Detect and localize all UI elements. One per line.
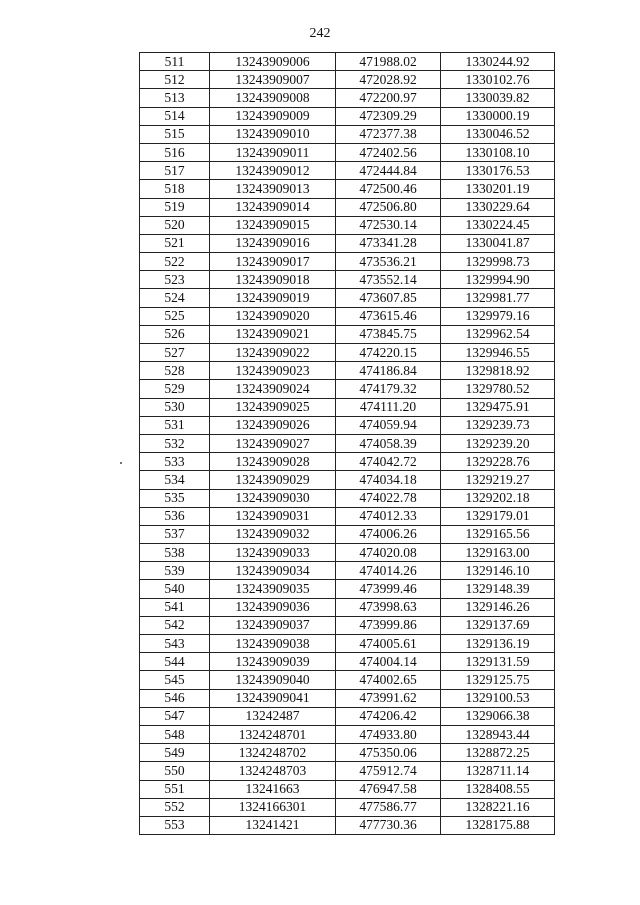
x-coordinate-cell: 474179.32 bbox=[336, 380, 441, 398]
x-coordinate-cell: 474006.26 bbox=[336, 525, 441, 543]
table-row bbox=[140, 562, 555, 580]
code-cell: 13243909037 bbox=[210, 616, 336, 634]
row-number-cell: 551 bbox=[140, 780, 210, 798]
code-cell: 13243909007 bbox=[210, 71, 336, 89]
table-row bbox=[140, 434, 555, 452]
y-coordinate-cell: 1329165.56 bbox=[441, 525, 555, 543]
x-coordinate-cell: 473615.46 bbox=[336, 307, 441, 325]
code-cell: 13243909032 bbox=[210, 525, 336, 543]
x-coordinate-cell: 477586.77 bbox=[336, 798, 441, 816]
x-coordinate-cell: 472028.92 bbox=[336, 71, 441, 89]
code-cell: 13243909017 bbox=[210, 253, 336, 271]
x-coordinate-cell: 474111.20 bbox=[336, 398, 441, 416]
scan-dot bbox=[120, 462, 122, 464]
row-number-cell: 532 bbox=[140, 434, 210, 452]
y-coordinate-cell: 1329946.55 bbox=[441, 344, 555, 362]
x-coordinate-cell: 473999.46 bbox=[336, 580, 441, 598]
y-coordinate-cell: 1329981.77 bbox=[441, 289, 555, 307]
y-coordinate-cell: 1329818.92 bbox=[441, 362, 555, 380]
code-cell: 13243909028 bbox=[210, 453, 336, 471]
y-coordinate-cell: 1329239.20 bbox=[441, 434, 555, 452]
table-row bbox=[140, 89, 555, 107]
row-number-cell: 543 bbox=[140, 635, 210, 653]
code-cell: 13243909036 bbox=[210, 598, 336, 616]
row-number-cell: 524 bbox=[140, 289, 210, 307]
code-cell: 13242487 bbox=[210, 707, 336, 725]
y-coordinate-cell: 1330102.76 bbox=[441, 71, 555, 89]
x-coordinate-cell: 474042.72 bbox=[336, 453, 441, 471]
code-cell: 1324248702 bbox=[210, 744, 336, 762]
x-coordinate-cell: 474933.80 bbox=[336, 725, 441, 743]
x-coordinate-cell: 471988.02 bbox=[336, 53, 441, 71]
table-row bbox=[140, 489, 555, 507]
x-coordinate-cell: 472200.97 bbox=[336, 89, 441, 107]
table-row bbox=[140, 216, 555, 234]
row-number-cell: 522 bbox=[140, 253, 210, 271]
table-row bbox=[140, 744, 555, 762]
table-row bbox=[140, 725, 555, 743]
row-number-cell: 518 bbox=[140, 180, 210, 198]
table-row bbox=[140, 453, 555, 471]
x-coordinate-cell: 473999.86 bbox=[336, 616, 441, 634]
x-coordinate-cell: 472506.80 bbox=[336, 198, 441, 216]
x-coordinate-cell: 474186.84 bbox=[336, 362, 441, 380]
x-coordinate-cell: 472309.29 bbox=[336, 107, 441, 125]
y-coordinate-cell: 1328711.14 bbox=[441, 762, 555, 780]
table-row bbox=[140, 416, 555, 434]
code-cell: 13243909039 bbox=[210, 653, 336, 671]
code-cell: 13243909009 bbox=[210, 107, 336, 125]
table-row bbox=[140, 689, 555, 707]
row-number-cell: 540 bbox=[140, 580, 210, 598]
row-number-cell: 525 bbox=[140, 307, 210, 325]
row-number-cell: 542 bbox=[140, 616, 210, 634]
table-row bbox=[140, 344, 555, 362]
row-number-cell: 521 bbox=[140, 234, 210, 252]
code-cell: 13241421 bbox=[210, 816, 336, 834]
code-cell: 13243909038 bbox=[210, 635, 336, 653]
x-coordinate-cell: 474220.15 bbox=[336, 344, 441, 362]
code-cell: 13243909011 bbox=[210, 143, 336, 161]
y-coordinate-cell: 1329780.52 bbox=[441, 380, 555, 398]
y-coordinate-cell: 1330041.87 bbox=[441, 234, 555, 252]
row-number-cell: 537 bbox=[140, 525, 210, 543]
y-coordinate-cell: 1329962.54 bbox=[441, 325, 555, 343]
code-cell: 13243909021 bbox=[210, 325, 336, 343]
y-coordinate-cell: 1329994.90 bbox=[441, 271, 555, 289]
row-number-cell: 523 bbox=[140, 271, 210, 289]
code-cell: 13243909023 bbox=[210, 362, 336, 380]
code-cell: 13243909035 bbox=[210, 580, 336, 598]
code-cell: 13243909014 bbox=[210, 198, 336, 216]
table-row bbox=[140, 307, 555, 325]
table-row bbox=[140, 544, 555, 562]
row-number-cell: 548 bbox=[140, 725, 210, 743]
row-number-cell: 512 bbox=[140, 71, 210, 89]
row-number-cell: 546 bbox=[140, 689, 210, 707]
y-coordinate-cell: 1329239.73 bbox=[441, 416, 555, 434]
table-row bbox=[140, 53, 555, 71]
x-coordinate-cell: 474059.94 bbox=[336, 416, 441, 434]
table-row bbox=[140, 671, 555, 689]
code-cell: 13243909041 bbox=[210, 689, 336, 707]
code-cell: 13243909022 bbox=[210, 344, 336, 362]
table-row bbox=[140, 234, 555, 252]
table-row bbox=[140, 125, 555, 143]
x-coordinate-cell: 474004.14 bbox=[336, 653, 441, 671]
row-number-cell: 528 bbox=[140, 362, 210, 380]
table-row bbox=[140, 198, 555, 216]
row-number-cell: 549 bbox=[140, 744, 210, 762]
code-cell: 13243909033 bbox=[210, 544, 336, 562]
row-number-cell: 534 bbox=[140, 471, 210, 489]
x-coordinate-cell: 473991.62 bbox=[336, 689, 441, 707]
page-number: 242 bbox=[309, 26, 331, 41]
table-row bbox=[140, 816, 555, 834]
row-number-cell: 533 bbox=[140, 453, 210, 471]
table-row bbox=[140, 162, 555, 180]
row-number-cell: 553 bbox=[140, 816, 210, 834]
code-cell: 13243909019 bbox=[210, 289, 336, 307]
code-cell: 13243909024 bbox=[210, 380, 336, 398]
table-row bbox=[140, 180, 555, 198]
y-coordinate-cell: 1329219.27 bbox=[441, 471, 555, 489]
row-number-cell: 538 bbox=[140, 544, 210, 562]
y-coordinate-cell: 1329125.75 bbox=[441, 671, 555, 689]
table-row bbox=[140, 707, 555, 725]
x-coordinate-cell: 474012.33 bbox=[336, 507, 441, 525]
row-number-cell: 517 bbox=[140, 162, 210, 180]
x-coordinate-cell: 474014.26 bbox=[336, 562, 441, 580]
row-number-cell: 513 bbox=[140, 89, 210, 107]
code-cell: 13243909020 bbox=[210, 307, 336, 325]
x-coordinate-cell: 472530.14 bbox=[336, 216, 441, 234]
table-row bbox=[140, 107, 555, 125]
table-row bbox=[140, 398, 555, 416]
y-coordinate-cell: 1329475.91 bbox=[441, 398, 555, 416]
x-coordinate-cell: 476947.58 bbox=[336, 780, 441, 798]
y-coordinate-cell: 1330201.19 bbox=[441, 180, 555, 198]
code-cell: 13243909031 bbox=[210, 507, 336, 525]
table-row bbox=[140, 598, 555, 616]
row-number-cell: 511 bbox=[140, 53, 210, 71]
row-number-cell: 552 bbox=[140, 798, 210, 816]
y-coordinate-cell: 1330176.53 bbox=[441, 162, 555, 180]
code-cell: 13243909034 bbox=[210, 562, 336, 580]
code-cell: 13243909013 bbox=[210, 180, 336, 198]
code-cell: 13243909018 bbox=[210, 271, 336, 289]
table-row bbox=[140, 780, 555, 798]
x-coordinate-cell: 473552.14 bbox=[336, 271, 441, 289]
x-coordinate-cell: 474005.61 bbox=[336, 635, 441, 653]
row-number-cell: 516 bbox=[140, 143, 210, 161]
row-number-cell: 547 bbox=[140, 707, 210, 725]
x-coordinate-cell: 472500.46 bbox=[336, 180, 441, 198]
code-cell: 13243909030 bbox=[210, 489, 336, 507]
x-coordinate-cell: 475912.74 bbox=[336, 762, 441, 780]
table-row bbox=[140, 143, 555, 161]
x-coordinate-cell: 474206.42 bbox=[336, 707, 441, 725]
y-coordinate-cell: 1329100.53 bbox=[441, 689, 555, 707]
y-coordinate-cell: 1329179.01 bbox=[441, 507, 555, 525]
table-body bbox=[140, 53, 555, 835]
row-number-cell: 545 bbox=[140, 671, 210, 689]
row-number-cell: 550 bbox=[140, 762, 210, 780]
code-cell: 13243909015 bbox=[210, 216, 336, 234]
row-number-cell: 531 bbox=[140, 416, 210, 434]
x-coordinate-cell: 475350.06 bbox=[336, 744, 441, 762]
table-row bbox=[140, 380, 555, 398]
row-number-cell: 539 bbox=[140, 562, 210, 580]
x-coordinate-cell: 473341.28 bbox=[336, 234, 441, 252]
y-coordinate-cell: 1330039.82 bbox=[441, 89, 555, 107]
row-number-cell: 529 bbox=[140, 380, 210, 398]
table-row bbox=[140, 289, 555, 307]
row-number-cell: 541 bbox=[140, 598, 210, 616]
table-row bbox=[140, 71, 555, 89]
row-number-cell: 535 bbox=[140, 489, 210, 507]
code-cell: 13243909006 bbox=[210, 53, 336, 71]
table-row bbox=[140, 653, 555, 671]
row-number-cell: 519 bbox=[140, 198, 210, 216]
y-coordinate-cell: 1329228.76 bbox=[441, 453, 555, 471]
y-coordinate-cell: 1330000.19 bbox=[441, 107, 555, 125]
row-number-cell: 515 bbox=[140, 125, 210, 143]
table-row bbox=[140, 580, 555, 598]
x-coordinate-cell: 472402.56 bbox=[336, 143, 441, 161]
y-coordinate-cell: 1329979.16 bbox=[441, 307, 555, 325]
table-row bbox=[140, 525, 555, 543]
row-number-cell: 527 bbox=[140, 344, 210, 362]
y-coordinate-cell: 1329146.26 bbox=[441, 598, 555, 616]
y-coordinate-cell: 1329163.00 bbox=[441, 544, 555, 562]
x-coordinate-cell: 477730.36 bbox=[336, 816, 441, 834]
code-cell: 1324166301 bbox=[210, 798, 336, 816]
x-coordinate-cell: 474020.08 bbox=[336, 544, 441, 562]
y-coordinate-cell: 1329146.10 bbox=[441, 562, 555, 580]
table-row bbox=[140, 507, 555, 525]
x-coordinate-cell: 474002.65 bbox=[336, 671, 441, 689]
coordinates-table bbox=[139, 52, 555, 835]
code-cell: 13241663 bbox=[210, 780, 336, 798]
y-coordinate-cell: 1330224.45 bbox=[441, 216, 555, 234]
code-cell: 13243909026 bbox=[210, 416, 336, 434]
code-cell: 1324248703 bbox=[210, 762, 336, 780]
y-coordinate-cell: 1329066.38 bbox=[441, 707, 555, 725]
code-cell: 13243909010 bbox=[210, 125, 336, 143]
y-coordinate-cell: 1328175.88 bbox=[441, 816, 555, 834]
y-coordinate-cell: 1329148.39 bbox=[441, 580, 555, 598]
y-coordinate-cell: 1329137.69 bbox=[441, 616, 555, 634]
code-cell: 13243909025 bbox=[210, 398, 336, 416]
row-number-cell: 536 bbox=[140, 507, 210, 525]
x-coordinate-cell: 473845.75 bbox=[336, 325, 441, 343]
x-coordinate-cell: 473998.63 bbox=[336, 598, 441, 616]
table-row bbox=[140, 253, 555, 271]
y-coordinate-cell: 1328221.16 bbox=[441, 798, 555, 816]
table-row bbox=[140, 635, 555, 653]
y-coordinate-cell: 1330229.64 bbox=[441, 198, 555, 216]
table-row bbox=[140, 762, 555, 780]
y-coordinate-cell: 1329131.59 bbox=[441, 653, 555, 671]
y-coordinate-cell: 1329998.73 bbox=[441, 253, 555, 271]
x-coordinate-cell: 472444.84 bbox=[336, 162, 441, 180]
x-coordinate-cell: 474034.18 bbox=[336, 471, 441, 489]
x-coordinate-cell: 473536.21 bbox=[336, 253, 441, 271]
y-coordinate-cell: 1329202.18 bbox=[441, 489, 555, 507]
y-coordinate-cell: 1328943.44 bbox=[441, 725, 555, 743]
y-coordinate-cell: 1329136.19 bbox=[441, 635, 555, 653]
code-cell: 13243909029 bbox=[210, 471, 336, 489]
y-coordinate-cell: 1330108.10 bbox=[441, 143, 555, 161]
row-number-cell: 526 bbox=[140, 325, 210, 343]
code-cell: 13243909040 bbox=[210, 671, 336, 689]
row-number-cell: 530 bbox=[140, 398, 210, 416]
x-coordinate-cell: 474022.78 bbox=[336, 489, 441, 507]
code-cell: 13243909008 bbox=[210, 89, 336, 107]
row-number-cell: 514 bbox=[140, 107, 210, 125]
code-cell: 1324248701 bbox=[210, 725, 336, 743]
y-coordinate-cell: 1328872.25 bbox=[441, 744, 555, 762]
table-row bbox=[140, 616, 555, 634]
x-coordinate-cell: 474058.39 bbox=[336, 434, 441, 452]
table-row bbox=[140, 362, 555, 380]
code-cell: 13243909016 bbox=[210, 234, 336, 252]
table-row bbox=[140, 325, 555, 343]
row-number-cell: 544 bbox=[140, 653, 210, 671]
row-number-cell: 520 bbox=[140, 216, 210, 234]
x-coordinate-cell: 472377.38 bbox=[336, 125, 441, 143]
table-row bbox=[140, 471, 555, 489]
y-coordinate-cell: 1330244.92 bbox=[441, 53, 555, 71]
table-row bbox=[140, 798, 555, 816]
y-coordinate-cell: 1328408.55 bbox=[441, 780, 555, 798]
code-cell: 13243909012 bbox=[210, 162, 336, 180]
code-cell: 13243909027 bbox=[210, 434, 336, 452]
y-coordinate-cell: 1330046.52 bbox=[441, 125, 555, 143]
x-coordinate-cell: 473607.85 bbox=[336, 289, 441, 307]
table-row bbox=[140, 271, 555, 289]
